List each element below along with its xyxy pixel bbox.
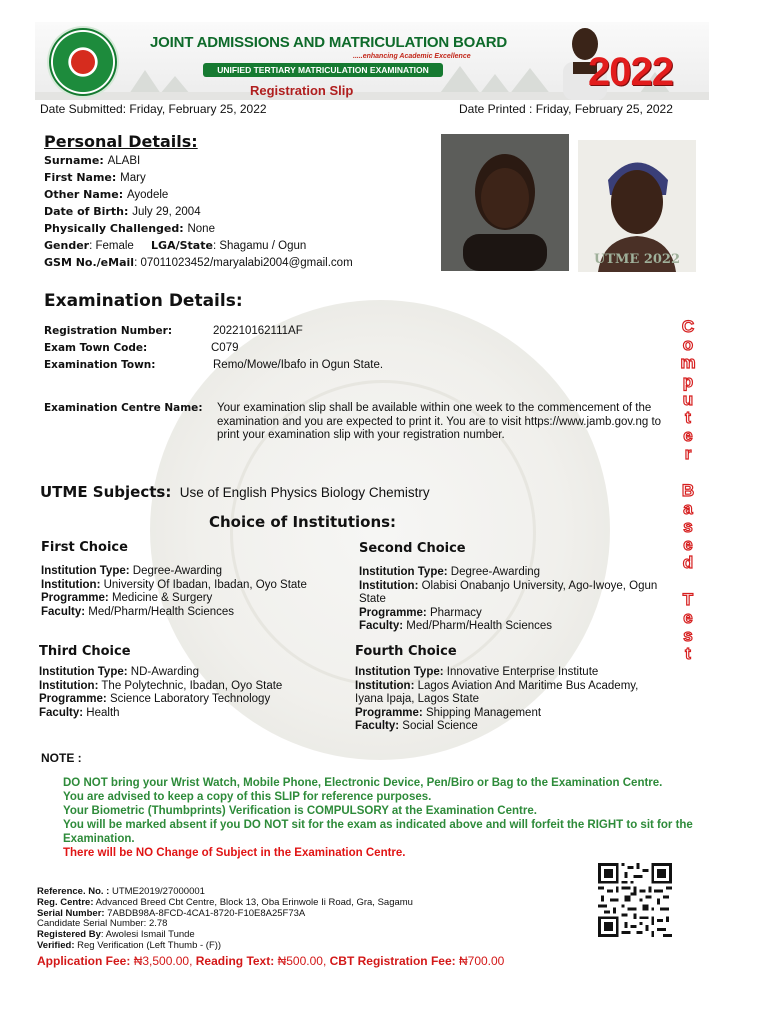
first-choice-heading: First Choice bbox=[41, 540, 128, 555]
other-name-value: Ayodele bbox=[126, 189, 169, 201]
exam-details-title: Examination Details: bbox=[44, 291, 243, 311]
candidate-serial-row: Candidate Serial Number: 2.78 bbox=[37, 918, 168, 930]
challenged-value: None bbox=[187, 223, 215, 235]
reference-block bbox=[37, 887, 413, 952]
institutions-title: Choice of Institutions: bbox=[209, 513, 397, 531]
date-printed: Date Printed : Friday, February 25, 2022 bbox=[459, 102, 673, 116]
town-code-label: Exam Town Code bbox=[44, 342, 143, 354]
personal-details-title: Personal Details: bbox=[44, 132, 198, 151]
fourth-choice-heading: Fourth Choice bbox=[355, 644, 457, 659]
slip-title: Registration Slip bbox=[250, 83, 354, 98]
lga-label: LGA/State bbox=[151, 239, 213, 252]
captured-photo bbox=[578, 140, 696, 272]
town-row: Examination Town: bbox=[44, 359, 156, 371]
centre-value: Your examination slip shall be available within one week to the commencement of the examination and you are expected to print it. You are to visit https://www.jamb.gov.ng to print your examination slip with your registration number. bbox=[217, 402, 662, 441]
town-code-row: Exam Town Code: bbox=[44, 342, 148, 354]
fourth-choice-institution: Institution: Lagos Aviation And Maritime Bus Academy, Iyana Ipaja, Lagos State bbox=[355, 679, 639, 705]
gender-row: Gender: Female LGA/State: Shagamu / Ogun bbox=[44, 239, 307, 252]
gender-label: Gender bbox=[44, 239, 90, 252]
town-value: Remo/Mowe/Ibafo in Ogun State. bbox=[213, 359, 384, 371]
fourth-choice-block bbox=[355, 644, 665, 734]
note-line-warning: There will be NO Change of Subject in the Examination Centre. bbox=[63, 847, 406, 859]
note-line: You will be marked absent if you DO NOT sit for the exam as indicated above and will forfeit the RIGHT to sit for the Examination. bbox=[63, 819, 693, 845]
first-name-row: First Name: Mary bbox=[44, 171, 146, 184]
first-choice-type: Institution Type: Degree-Awarding bbox=[41, 565, 223, 577]
first-choice-programme: Programme: Medicine & Surgery bbox=[41, 592, 213, 604]
subjects-row bbox=[40, 483, 430, 502]
first-name-value: Mary bbox=[120, 172, 146, 184]
other-name-row: Other Name: Ayodele bbox=[44, 188, 169, 201]
second-choice-type: Institution Type: Degree-Awarding bbox=[359, 566, 541, 578]
header-banner bbox=[35, 22, 709, 100]
reading-text-label: Reading Text: bbox=[195, 954, 275, 968]
third-choice-type: Institution Type: ND-Awarding bbox=[39, 666, 199, 678]
third-choice-programme: Programme: Science Laboratory Technology bbox=[39, 693, 271, 705]
reference-number-row: Reference. No. : UTME2019/27000001 bbox=[37, 886, 205, 897]
subjects-title: UTME Subjects: bbox=[40, 483, 172, 501]
photo-watermark: UTME 2022 bbox=[593, 252, 681, 267]
town-code-value: C079 bbox=[211, 342, 239, 354]
date-submitted: Date Submitted: Friday, February 25, 2022 bbox=[40, 102, 267, 116]
note-line: Your Biometric (Thumbprints) Verification is COMPULSORY at the Examination Centre. bbox=[63, 805, 537, 817]
computer-based-test-vertical-text: C o m p u t e r B a s e d T e s t bbox=[680, 317, 696, 664]
fourth-choice-faculty: Faculty: Social Science bbox=[355, 720, 478, 732]
other-name-label: Other Name bbox=[44, 188, 119, 201]
first-choice-block bbox=[41, 540, 356, 619]
application-fee-value: ₦3,500.00 bbox=[133, 954, 190, 968]
tagline: .....enhancing Academic Excellence bbox=[353, 53, 471, 60]
registered-by-row: Registered By: Awolesi Ismail Tunde bbox=[37, 929, 195, 941]
gsm-value: 07011023452/maryalabi2004@gmail.com bbox=[140, 257, 353, 269]
surname-value: ALABI bbox=[107, 155, 141, 167]
note-line: DO NOT bring your Wrist Watch, Mobile Phone, Electronic Device, Pen/Biro or Bag to the Examination Centre. bbox=[63, 777, 663, 789]
gsm-row: GSM No./eMail: 07011023452/maryalabi2004@gmail.com bbox=[44, 256, 353, 269]
exam-name-bar: UNIFIED TERTIARY MATRICULATION EXAMINATION bbox=[203, 63, 443, 77]
dob-row: Date of Birth: July 29, 2004 bbox=[44, 205, 201, 218]
fees-row: Application Fee: ₦3,500.00, Reading Text: ₦500.00, CBT Registration Fee: ₦700.00 bbox=[37, 954, 505, 968]
second-choice-programme: Programme: Pharmacy bbox=[359, 606, 482, 619]
third-choice-faculty: Faculty: Health bbox=[39, 706, 120, 719]
passport-photo bbox=[441, 134, 569, 271]
application-fee-label: Application Fee: bbox=[37, 954, 131, 968]
centre-row: Examination Centre Name: bbox=[44, 402, 203, 414]
subjects-list: Use of English Physics Biology Chemistry bbox=[179, 485, 430, 500]
dob-value: July 29, 2004 bbox=[132, 206, 201, 218]
qr-code-icon bbox=[598, 863, 672, 937]
third-choice-block bbox=[39, 644, 354, 720]
passport-photo-image bbox=[441, 134, 569, 271]
challenged-row: Physically Challenged: None bbox=[44, 222, 215, 235]
second-choice-institution: Institution: Olabisi Onabanjo University, Ago-Iwoye, Ogun State bbox=[359, 579, 658, 605]
lga-value: Shagamu / Ogun bbox=[219, 240, 307, 252]
town-label: Examination Town bbox=[44, 359, 152, 371]
second-choice-faculty: Faculty: Med/Pharm/Health Sciences bbox=[359, 620, 553, 632]
challenged-label: Physically Challenged bbox=[44, 222, 180, 235]
verified-row: Verified: Reg Verification (Left Thumb - (F)) bbox=[37, 939, 222, 951]
first-choice-faculty: Faculty: Med/Pharm/Health Sciences bbox=[41, 605, 235, 618]
board-title: JOINT ADMISSIONS AND MATRICULATION BOARD bbox=[150, 34, 507, 51]
surname-label: Surname bbox=[44, 154, 100, 167]
reg-number-row: Registration Number: bbox=[44, 325, 173, 337]
gender-value: Female bbox=[95, 240, 134, 252]
surname-row: Surname: ALABI bbox=[44, 154, 141, 167]
note-heading: NOTE : bbox=[41, 751, 82, 765]
exam-year: 2022 bbox=[588, 50, 673, 94]
first-choice-institution: Institution: University Of Ibadan, Ibadan, Oyo State bbox=[41, 578, 307, 591]
first-name-label: First Name bbox=[44, 171, 112, 184]
reg-centre-row: Reg. Centre: Advanced Breed Cbt Centre, Block 13, Oba Erinwole Ii Road, Gra, Sagamu bbox=[37, 896, 413, 908]
serial-number-row: Serial Number: 7ABDB98A-8FCD-4CA1-8720-F10E8A25F73A bbox=[37, 907, 306, 919]
third-choice-institution: Institution: The Polytechnic, Ibadan, Oyo State bbox=[39, 679, 283, 692]
cbt-fee-value: ₦700.00 bbox=[458, 954, 505, 968]
jamb-logo-center bbox=[71, 50, 95, 74]
note-list bbox=[63, 776, 713, 860]
third-choice-heading: Third Choice bbox=[39, 644, 131, 659]
note-line: You are advised to keep a copy of this SLIP for reference purposes. bbox=[63, 791, 432, 803]
reading-text-value: ₦500.00 bbox=[277, 954, 323, 968]
centre-label: Examination Centre Name bbox=[44, 402, 199, 414]
cbt-fee-label: CBT Registration Fee: bbox=[329, 954, 456, 968]
fourth-choice-type: Institution Type: Innovative Enterprise Institute bbox=[355, 666, 599, 678]
dob-label: Date of Birth bbox=[44, 205, 124, 218]
gsm-label: GSM No./eMail bbox=[44, 256, 135, 269]
second-choice-block bbox=[359, 541, 669, 634]
fourth-choice-programme: Programme: Shipping Management bbox=[355, 706, 542, 719]
reg-number-value: 202210162111AF bbox=[213, 325, 303, 337]
second-choice-heading: Second Choice bbox=[359, 541, 466, 556]
reg-number-label: Registration Number bbox=[44, 325, 168, 337]
